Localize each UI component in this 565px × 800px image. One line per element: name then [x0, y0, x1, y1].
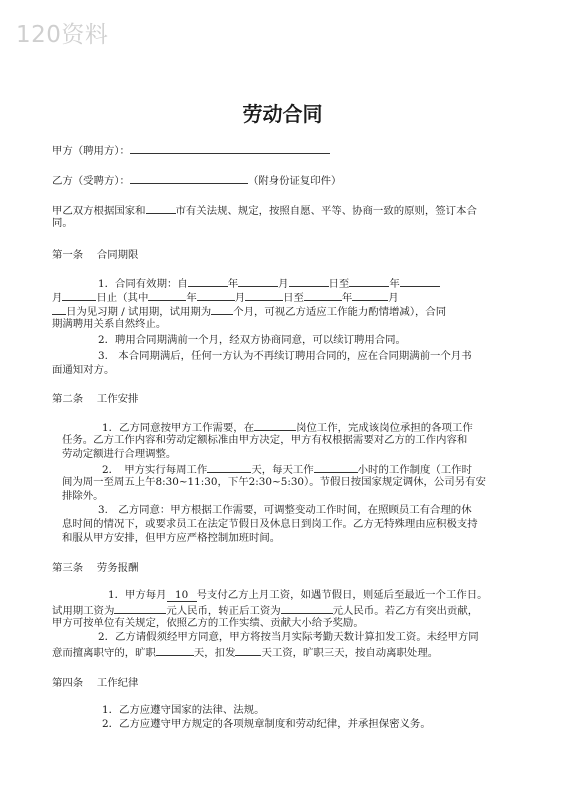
- text: 2． 甲方实行每周工作: [102, 464, 208, 476]
- s2-line-5: 间为周一至周五上午8:30~11:30，下午2:30~5:30）。节假日按国家规定调休，公司另有安: [62, 476, 486, 488]
- s1-line-6: 3. 本合同期满后，任何一方认为不再续订聘用合同的，应在合同期满前一个月书: [98, 350, 472, 362]
- intro-text: 市有关法规、规定，按照自愿、平等、协商一致的原则，签订本合: [175, 205, 477, 217]
- end-year-blank[interactable]: [349, 275, 389, 287]
- s1-line-4: 期满聘用关系自然终止。: [52, 318, 167, 330]
- s4-line-1: 1．乙方应遵守国家的法律、法规。: [102, 704, 265, 716]
- s2-line-3: 劳动定额进行合理调整。: [62, 448, 177, 460]
- text: 日至: [283, 292, 304, 304]
- absent-days-blank[interactable]: [156, 644, 194, 656]
- text: 年: [227, 278, 239, 290]
- text: 元人民币。若乙方有突出贡献，: [332, 605, 479, 617]
- party-b-line: [52, 172, 522, 188]
- text: 岗位工作，完成该岗位承担的各项工作: [296, 422, 473, 434]
- watermark: 120资料: [16, 22, 109, 48]
- party-b-label: 乙方（受聘方）：: [52, 175, 130, 187]
- trial-start-month-blank[interactable]: [197, 289, 235, 301]
- text: 元人民币，转正后工资为: [166, 605, 281, 617]
- text: 试用期工资为: [52, 605, 115, 617]
- text: 天工资，旷职三天，按自动离职处理。: [261, 647, 439, 659]
- s2-line-9: 和服从甲方安排，但甲方应严格控制加班时间。: [62, 532, 281, 544]
- start-day-blank[interactable]: [289, 275, 329, 287]
- trial-months-blank[interactable]: [211, 303, 233, 315]
- text: 天，扣发: [193, 647, 236, 659]
- trial-salary-blank[interactable]: [114, 602, 166, 614]
- party-a-line: [52, 142, 522, 158]
- text: 日为见习期 / 试用期，试用期为: [66, 306, 212, 318]
- text: 1．合同有效期：自: [98, 278, 188, 290]
- text: 个月，可视乙方适应工作能力酌情增减），合同: [233, 306, 447, 318]
- city-blank[interactable]: [146, 202, 176, 214]
- text: 月: [52, 292, 63, 304]
- start-year-blank[interactable]: [188, 275, 228, 287]
- section-4-title: 第四条 工作纪律: [52, 677, 139, 689]
- end-month-blank[interactable]: [400, 275, 440, 287]
- party-a-blank[interactable]: [130, 142, 330, 154]
- regular-salary-blank[interactable]: [281, 602, 333, 614]
- s3-line-1: [108, 588, 522, 602]
- text: 意而擅离职守的，旷职: [52, 647, 156, 659]
- section-2-title: 第二条 工作安排: [52, 393, 139, 405]
- text: 1．甲方每月: [108, 589, 167, 601]
- text: 年: [389, 278, 400, 290]
- s4-line-2: 2．乙方应遵守甲方规定的各项规章制度和劳动纪律，并承担保密义务。: [102, 718, 431, 730]
- document-title: 劳动合同: [242, 102, 323, 126]
- s2-line-6: 排除外。: [62, 490, 104, 502]
- party-a-label: 甲方（聘用方）：: [52, 145, 130, 157]
- end-day-blank[interactable]: [62, 289, 96, 301]
- s3-line-4: 2．乙方请假须经甲方同意，甲方将按当月实际考勤天数计算扣发工资。未经甲方同: [98, 631, 479, 643]
- text: 日至: [328, 278, 350, 290]
- trial-end-day-blank[interactable]: [52, 303, 66, 315]
- s2-line-8: 息时间的情况下，或要求员工在法定节假日及休息日到岗工作。乙方无特殊理由应积极支持: [62, 518, 478, 530]
- text: 年: [186, 292, 197, 304]
- section-3-title: 第三条 劳务报酬: [52, 562, 139, 574]
- work-hours-blank[interactable]: [314, 461, 358, 473]
- trial-end-month-blank[interactable]: [352, 289, 388, 301]
- s1-line-5: 2．聘用合同期满前一个月，经双方协商同意，可以续订聘用合同。: [98, 334, 406, 346]
- text: 月: [278, 278, 289, 290]
- trial-start-year-blank[interactable]: [148, 289, 186, 301]
- section-1-title: 第一条 合同期限: [52, 249, 139, 261]
- deduct-days-blank[interactable]: [235, 644, 261, 656]
- text: 号支付乙方上月工资，如遇节假日，则延后至最近一个工作日。: [196, 589, 488, 601]
- intro-line-2: 同。: [52, 217, 73, 229]
- text: 月: [234, 292, 246, 304]
- s1-line-7: 面通知对方。: [52, 364, 115, 376]
- s3-line-5: [52, 644, 522, 660]
- text: 日止（其中: [96, 292, 149, 304]
- s3-line-3: 甲方可按单位有关规定，依照乙方的工作实绩、贡献大小给予奖励。: [52, 617, 364, 629]
- s2-line-7: 3. 乙方同意：甲方根据工作需要，可调整变动工作时间，在照顾员工有合理的休: [98, 504, 472, 516]
- work-days-blank[interactable]: [207, 461, 251, 473]
- trial-start-day-blank[interactable]: [245, 289, 283, 301]
- s2-line-2: 任务。乙方工作内容和劳动定额标准由甲方决定，甲方有权根据需要对乙方的工作内容和: [62, 434, 468, 446]
- text: 月: [388, 292, 399, 304]
- pay-day-field[interactable]: 10: [167, 589, 197, 602]
- intro-text: 甲乙双方根据国家和: [52, 205, 146, 217]
- start-month-blank[interactable]: [238, 275, 278, 287]
- text: 小时的工作制度（工作时: [357, 464, 472, 476]
- position-blank[interactable]: [254, 419, 296, 431]
- trial-end-year-blank[interactable]: [304, 289, 342, 301]
- party-b-blank[interactable]: [130, 172, 248, 184]
- party-b-note: （附身份证复印件）: [247, 175, 342, 187]
- text: 年: [341, 292, 353, 304]
- text: 1．乙方同意按甲方工作需要，在: [102, 422, 255, 434]
- text: 天，每天工作: [251, 464, 314, 476]
